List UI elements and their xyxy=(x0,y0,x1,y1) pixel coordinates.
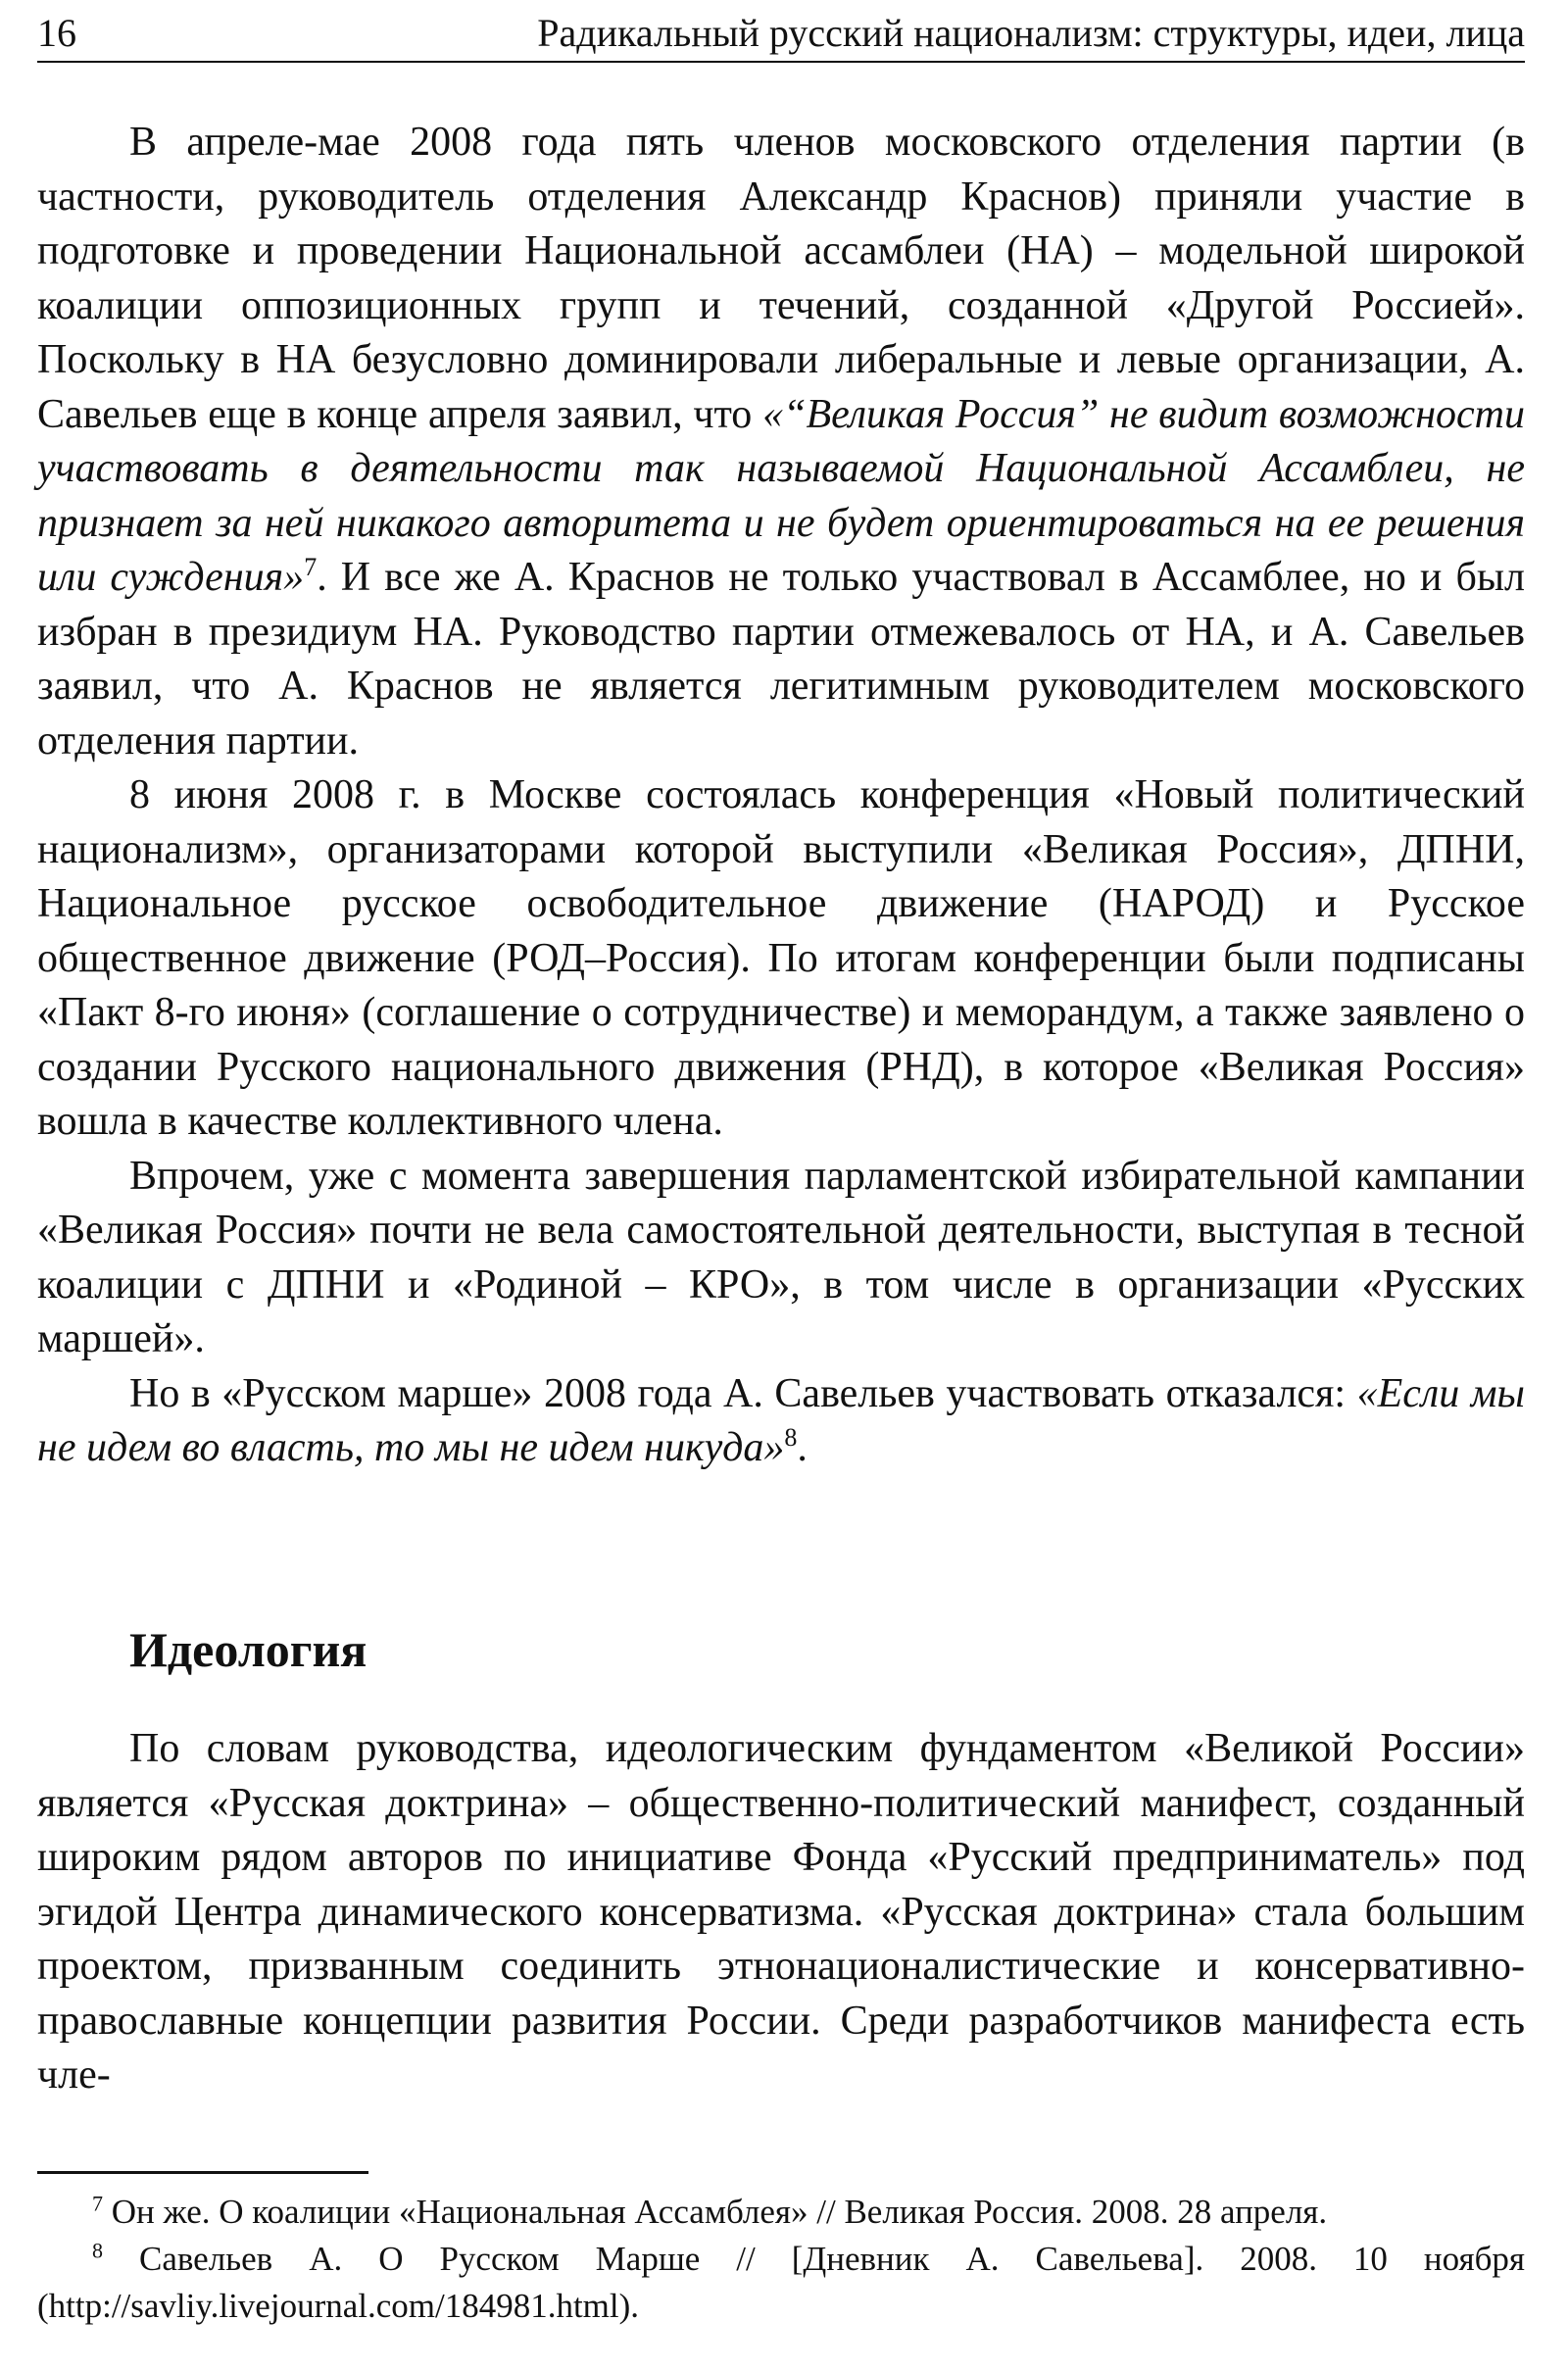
footnote-ref-7[interactable]: 7 xyxy=(304,553,318,581)
section-paragraph-1: По словам руководства, идеологическим фундаментом «Великой России» является «Русская доктрина» – общественно-политический манифест, созданный широким рядом авторов по инициативе Фонда «Русский предприниматель» под эгидой Центра динамического консерватизма. «Русская доктрина» стала большим проектом, призванным соединить этнонационалистические и консервативно-православные концепции развития России. Среди разработчиков манифеста есть чле- xyxy=(37,1726,1525,2098)
running-title: Радикальный русский национализм: структуры, идеи, лица xyxy=(537,11,1525,55)
quote-savelyev-2: «Если мы не идем во власть, то мы не идем никуда» xyxy=(37,1370,1526,1470)
footnote-ref-8[interactable]: 8 xyxy=(784,1423,798,1452)
paragraph-1 xyxy=(37,116,1525,768)
section-text xyxy=(37,1722,1525,2103)
footnote-8 xyxy=(37,2236,1525,2330)
main-text xyxy=(37,116,1525,1476)
paragraph-1-text-a: В апреле-мае 2008 года пять членов московского отделения партии (в частности, руководитель отделения Александр Краснов) приняли участие в подготовке и проведении Национальной ассамблеи (НА) – модельной широкой коалиции оппозиционных групп и течений, созданной «Другой Россией». Поскольку в НА безусловно доминировали либеральные и левые организации, А. Савельев еще в конце апреля заявил, что xyxy=(37,120,1525,437)
section-heading: Идеология xyxy=(129,1622,368,1677)
paragraph-4-text-a: Но в «Русском марше» 2008 года А. Савельев участвовать отказался: xyxy=(129,1370,1357,1416)
paragraph-2: 8 июня 2008 г. в Москве состоялась конференция «Новый политический национализм», организаторами которой выступили «Великая Россия», ДПНИ, Национальное русское освободительное движение (НАРОД) и Русское общественное движение (РОД–Россия). По итогам конференции были подписаны «Пакт 8-го июня» (соглашение о сотрудничестве) и меморандум, а также заявлено о создании Русского национального движения (РНД), в которое «Великая Россия» вошла в качестве коллективного члена. xyxy=(37,772,1525,1144)
paragraph-4-text-b: . xyxy=(797,1425,808,1470)
quote-savelyev-1: «“Великая Россия” не видит возможности участвовать в деятельности так называемой Национальной Ассамблеи, не признает за ней никакого авторитета и не будет ориентироваться на ее решения или суждения» xyxy=(37,391,1526,600)
footnote-mark-7: 7 xyxy=(92,2191,103,2216)
footnote-8-text: Савельев А. О Русском Марше // [Дневник А. Савельева]. 2008. 10 ноября (http://savliy.livejournal.com/184981.html). xyxy=(37,2240,1525,2325)
paragraph-1-text-b: . И все же А. Краснов не только участвовал в Ассамблее, но и был избран в президиум НА. Руководство партии отмежевалось от НА, и А. Савельев заявил, что А. Краснов не является легитимным руководителем московского отделения партии. xyxy=(37,555,1526,764)
paragraph-4 xyxy=(37,1367,1525,1476)
footnote-mark-8: 8 xyxy=(92,2238,103,2263)
footnotes xyxy=(37,2189,1525,2330)
footnote-7 xyxy=(37,2189,1525,2236)
footnote-7-text: Он же. О коалиции «Национальная Ассамблея» // Великая Россия. 2008. 28 апреля. xyxy=(111,2193,1328,2231)
running-header xyxy=(37,6,1525,63)
paragraph-3: Впрочем, уже с момента завершения парламентской избирательной кампании «Великая Россия» почти не вела самостоятельной деятельности, выступая в тесной коалиции с ДПНИ и «Родиной – КРО», в том числе в организации «Русских маршей». xyxy=(37,1153,1525,1361)
footnote-divider xyxy=(37,2171,368,2174)
page-number: 16 xyxy=(37,11,76,55)
